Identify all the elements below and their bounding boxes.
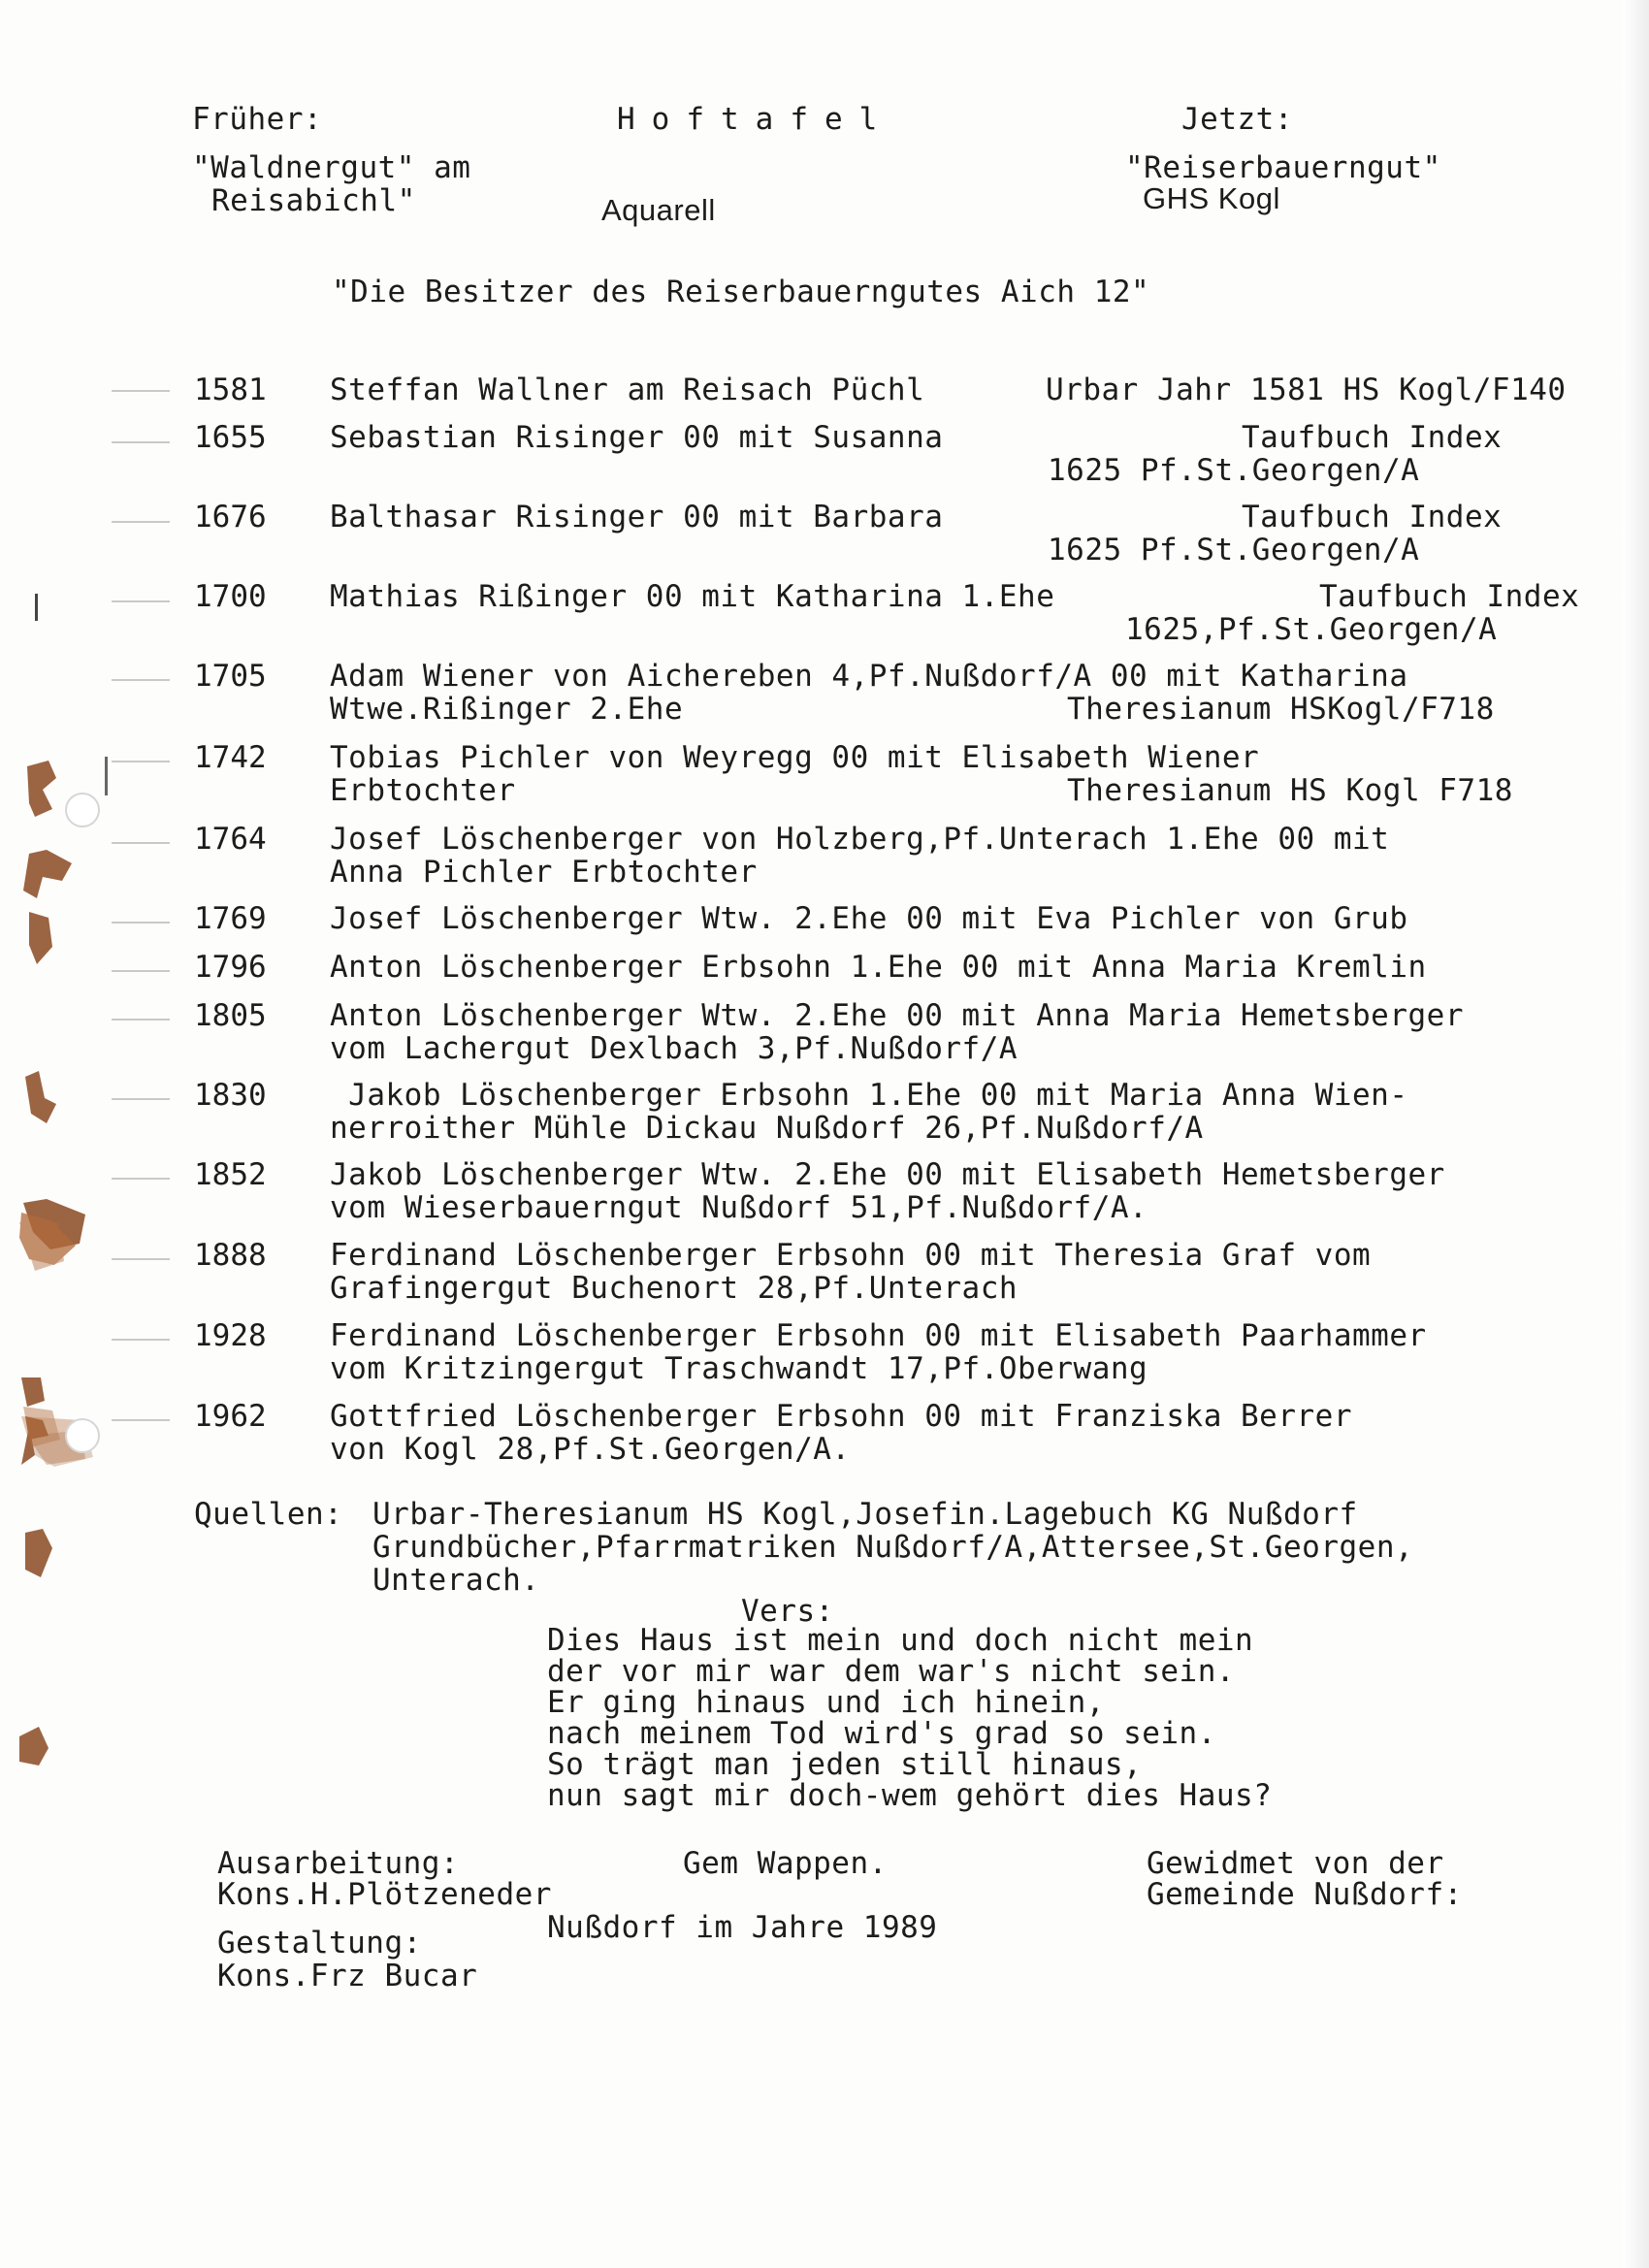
row-tick-mark: [112, 1019, 170, 1021]
owner-entry: Adam Wiener von Aichereben 4,Pf.Nußdorf/A 00 mit Katharina: [330, 659, 1408, 694]
owner-year: 1830: [194, 1078, 267, 1113]
owner-entry-cont: Erbtochter: [330, 773, 516, 808]
gewidmet-line1: Gewidmet von der: [1147, 1846, 1444, 1881]
row-tick-mark: [112, 441, 170, 443]
verse-line: Dies Haus ist mein und doch nicht mein: [547, 1623, 1254, 1658]
owner-year: 1962: [194, 1399, 267, 1434]
owner-entry: Sebastian Risinger 00 mit Susanna: [330, 420, 944, 455]
frueher-line1: "Waldnergut" am: [192, 150, 471, 185]
owner-year: 1742: [194, 740, 267, 775]
row-tick-mark: [112, 922, 170, 923]
binder-holes-decoration: [0, 0, 116, 2268]
owner-entry: Jakob Löschenberger Wtw. 2.Ehe 00 mit Elisabeth Hemetsberger: [330, 1157, 1445, 1192]
jetzt-line1: "Reiserbauerngut": [1125, 150, 1441, 185]
owner-entry: Jakob Löschenberger Erbsohn 1.Ehe 00 mit Maria Anna Wien-: [330, 1078, 1408, 1113]
row-tick-mark: [112, 1098, 170, 1100]
owner-entry-cont: nerroither Mühle Dickau Nußdorf 26,Pf.Nußdorf/A: [330, 1111, 1204, 1146]
owner-entry: Anton Löschenberger Wtw. 2.Ehe 00 mit Anna Maria Hemetsberger: [330, 998, 1464, 1033]
row-tick-mark: [112, 1419, 170, 1421]
owner-source-cont: 1625 Pf.St.Georgen/A: [1048, 533, 1420, 567]
owner-source: Taufbuch Index: [1242, 420, 1503, 455]
owner-entry: Mathias Rißinger 00 mit Katharina 1.Ehe: [330, 579, 1055, 614]
sources-line3: Unterach.: [372, 1563, 540, 1598]
frueher-label: Früher:: [192, 102, 323, 137]
ausarbeitung-label: Ausarbeitung:: [217, 1846, 460, 1881]
row-tick-mark: [112, 1339, 170, 1341]
row-tick-mark: [112, 761, 170, 762]
owner-entry-cont: von Kogl 28,Pf.St.Georgen/A.: [330, 1432, 851, 1467]
verse-line: nun sagt mir doch-wem gehört dies Haus?: [547, 1778, 1273, 1813]
owner-entry-cont: vom Wieserbauerngut Nußdorf 51,Pf.Nußdorf/A.: [330, 1190, 1148, 1225]
owner-entry-cont: vom Lachergut Dexlbach 3,Pf.Nußdorf/A: [330, 1031, 1018, 1066]
owner-year: 1805: [194, 998, 267, 1033]
owner-year: 1676: [194, 500, 267, 535]
table-heading: "Die Besitzer des Reiserbauerngutes Aich 12": [332, 275, 1150, 309]
sources-label: Quellen:: [194, 1497, 343, 1532]
owner-source-cont: Theresianum HSKogl/F718: [1067, 692, 1495, 727]
owner-source-cont: Theresianum HS Kogl F718: [1067, 773, 1513, 808]
row-tick-mark: [112, 842, 170, 844]
verse-line: Er ging hinaus und ich hinein,: [547, 1685, 1105, 1720]
ausarbeitung-name: Kons.H.Plötzeneder: [217, 1877, 552, 1912]
verse-line: So trägt man jeden still hinaus,: [547, 1747, 1143, 1782]
page-right-edge-shadow: [1622, 0, 1649, 2268]
row-tick-mark: [112, 600, 170, 602]
wappen-note: Gem Wappen.: [683, 1846, 888, 1881]
owner-entry: Ferdinand Löschenberger Erbsohn 00 mit Theresia Graf vom: [330, 1238, 1372, 1273]
owner-entry-cont: vom Kritzingergut Traschwandt 17,Pf.Oberwang: [330, 1351, 1148, 1386]
gewidmet-line2: Gemeinde Nußdorf:: [1147, 1877, 1463, 1912]
owner-year: 1705: [194, 659, 267, 694]
row-tick-mark: [112, 679, 170, 681]
owner-entry: Josef Löschenberger Wtw. 2.Ehe 00 mit Eva Pichler von Grub: [330, 901, 1408, 936]
owner-entry-cont: Anna Pichler Erbtochter: [330, 855, 758, 890]
owner-source: Taufbuch Index: [1242, 500, 1503, 535]
owner-source: Urbar Jahr 1581 HS Kogl/F140: [1046, 373, 1567, 407]
place-date: Nußdorf im Jahre 1989: [547, 1910, 938, 1945]
owner-year: 1581: [194, 373, 267, 407]
row-tick-mark: [112, 390, 170, 392]
row-tick-mark: [112, 970, 170, 972]
owner-entry: Ferdinand Löschenberger Erbsohn 00 mit Elisabeth Paarhammer: [330, 1318, 1427, 1353]
frueher-line2: Reisabichl": [211, 183, 416, 218]
verse-line: nach meinem Tod wird's grad so sein.: [547, 1716, 1216, 1751]
row-tick-mark: [112, 1178, 170, 1180]
gestaltung-name: Kons.Frz Bucar: [217, 1959, 478, 1993]
row-tick-mark: [112, 521, 170, 523]
owner-year: 1796: [194, 950, 267, 985]
owner-year: 1852: [194, 1157, 267, 1192]
gestaltung-label: Gestaltung:: [217, 1926, 422, 1960]
owner-year: 1655: [194, 420, 267, 455]
owner-year: 1700: [194, 579, 267, 614]
owner-source: Taufbuch Index: [1319, 579, 1580, 614]
owner-year: 1928: [194, 1318, 267, 1353]
verse-label: Vers:: [741, 1594, 834, 1629]
sources-line1: Urbar-Theresianum HS Kogl,Josefin.Lagebuch KG Nußdorf: [372, 1497, 1358, 1532]
owner-entry: Tobias Pichler von Weyregg 00 mit Elisabeth Wiener: [330, 740, 1260, 775]
owner-entry: Steffan Wallner am Reisach Püchl: [330, 373, 925, 407]
owner-entry: Josef Löschenberger von Holzberg,Pf.Unterach 1.Ehe 00 mit: [330, 822, 1390, 857]
sources-line2: Grundbücher,Pfarrmatriken Nußdorf/A,Attersee,St.Georgen,: [372, 1530, 1414, 1565]
row-tick-mark: [112, 1258, 170, 1260]
owner-source-cont: 1625 Pf.St.Georgen/A: [1048, 453, 1420, 488]
page-title: Hoftafel: [617, 102, 894, 137]
owner-entry: Anton Löschenberger Erbsohn 1.Ehe 00 mit Anna Maria Kremlin: [330, 950, 1427, 985]
owner-entry-cont: Grafingergut Buchenort 28,Pf.Unterach: [330, 1271, 1018, 1306]
owner-year: 1769: [194, 901, 267, 936]
owner-entry-cont: Wtwe.Rißinger 2.Ehe: [330, 692, 684, 727]
owner-entry: Balthasar Risinger 00 mit Barbara: [330, 500, 944, 535]
jetzt-line2: GHS Kogl: [1143, 181, 1280, 215]
owner-entry: Gottfried Löschenberger Erbsohn 00 mit Franziska Berrer: [330, 1399, 1352, 1434]
verse-line: der vor mir war dem war's nicht sein.: [547, 1654, 1236, 1689]
owner-source-cont: 1625,Pf.St.Georgen/A: [1125, 612, 1498, 647]
jetzt-label: Jetzt:: [1181, 102, 1293, 137]
owner-year: 1764: [194, 822, 267, 857]
owner-year: 1888: [194, 1238, 267, 1273]
subtitle-aquarell: Aquarell: [601, 193, 716, 227]
